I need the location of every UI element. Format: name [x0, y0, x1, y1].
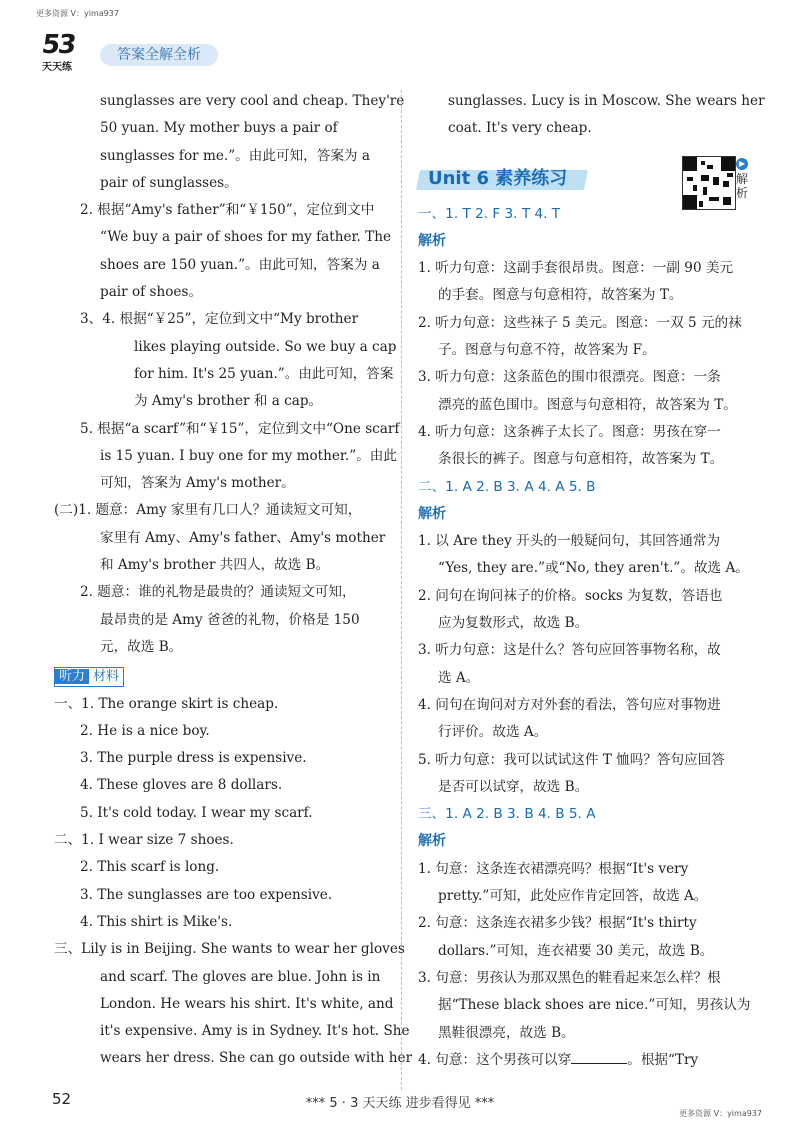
analysis-line: 子。图意与句意不符，故答案为 F。: [438, 342, 656, 359]
text-line: pair of shoes。: [100, 284, 203, 301]
text-line: 最昂贵的是 Amy 爸爸的礼物，价格是 150: [100, 611, 360, 628]
text-line: likes playing outside. So we buy a cap: [134, 338, 397, 355]
analysis-line: [418, 1047, 754, 1074]
text-line: 家里有 Amy、Amy's father、Amy's mother: [100, 529, 386, 546]
listening-line: 5. It's cold today. I wear my scarf.: [80, 804, 313, 821]
analysis-heading: 解析: [418, 505, 446, 522]
listening-line: London. He wears his shirt. It's white, and: [100, 995, 394, 1012]
text-line: 3、4. 根据“￥25”，定位到文中“My brother: [80, 311, 359, 328]
qr-module: [701, 161, 705, 165]
qr-module: [683, 157, 697, 171]
analysis-line: 黑鞋很漂亮，故选 B。: [438, 1024, 575, 1041]
listening-line: 3. The sunglasses are too expensive.: [80, 886, 333, 903]
analysis-line: 2. 句意：这条连衣裙多少钱？根据“It's thirty: [418, 915, 697, 932]
logo-number: 53: [39, 30, 77, 60]
left-column: [54, 88, 413, 1073]
brand-logo: [38, 28, 96, 73]
line-text-after-blank: 。根据“Try: [627, 1051, 699, 1068]
analysis-line: “Yes, they are.”或“No, they aren't.”。故选 A。: [438, 560, 749, 577]
qr-module: [693, 185, 697, 191]
listening-line: it's expensive. Amy is in Sydney. It's hot. She: [100, 1023, 410, 1040]
text-line: 5. 根据“a scarf”和“￥15”，定位到文中“One scarf: [80, 420, 400, 437]
analysis-line: 1. 句意：这条连衣裙漂亮吗？根据“It's very: [418, 860, 689, 877]
text-line: 2. 根据“Amy's father”和“￥150”，定位到文中: [80, 202, 375, 219]
answer-blank: [571, 1051, 627, 1064]
listening-line: 三、Lily is in Beijing. She wants to wear her gloves: [54, 941, 405, 958]
section-2-answers: 二、1. A 2. B 3. A 4. A 5. B: [418, 478, 596, 495]
page-number: 52: [52, 1090, 72, 1108]
analysis-line: 选 A。: [438, 669, 480, 686]
footer-note: 更多资源 V：yima937: [679, 1109, 762, 1118]
analysis-line: 应为复数形式，故选 B。: [438, 615, 589, 632]
analysis-heading: 解析: [418, 833, 446, 850]
analysis-line: 条很长的裤子。图意与句意相符，故答案为 T。: [438, 451, 724, 468]
text-line: shoes are 150 yuan.”。由此可知，答案为 a: [100, 256, 380, 273]
header-note: 更多资源 V：yima937: [36, 9, 119, 18]
analysis-line: 据“These black shoes are nice.”可知，男孩认为: [438, 997, 751, 1014]
line-text-before-blank: 4. 句意：这个男孩可以穿: [418, 1051, 572, 1068]
analysis-line: dollars.”可知，连衣裙要 30 美元，故选 B。: [438, 942, 714, 959]
right-column: [418, 88, 765, 1074]
qr-module: [699, 201, 703, 207]
analysis-line: 2. 问句在询问袜子的价格。socks 为复数，答语也: [418, 587, 723, 604]
listening-line: 4. These gloves are 8 dollars.: [80, 777, 283, 794]
listening-line: wears her dress. She can go outside with her: [100, 1050, 413, 1067]
unit-title-text: Unit 6 素养练习: [428, 168, 568, 189]
analysis-line: 是否可以试穿，故选 B。: [438, 778, 589, 795]
qr-module: [727, 173, 733, 177]
text-line: 50 yuan. My mother buys a pair of: [100, 120, 338, 137]
text-line: for him. It's 25 yuan.”。由此可知，答案: [134, 365, 394, 382]
analysis-line: 3. 听力句意：这条蓝色的围巾很漂亮。图意：一条: [418, 369, 721, 386]
text-line: sunglasses are very cool and cheap. They're: [100, 93, 405, 109]
text-line: 可知，答案为 Amy's mother。: [100, 475, 295, 492]
qr-code[interactable]: [682, 156, 736, 210]
analysis-line: 5. 听力句意：我可以试试这件 T 恤吗？答句应回答: [418, 751, 725, 768]
qr-module: [707, 165, 713, 169]
qr-module: [683, 195, 697, 209]
analysis-line: 3. 听力句意：这是什么？答句应回答事物名称，故: [418, 642, 721, 659]
analysis-line: 的手套。图意与句意相符，故答案为 T。: [438, 287, 683, 304]
text-line: 为 Amy's brother 和 a cap。: [134, 393, 323, 410]
listening-line: and scarf. The gloves are blue. John is in: [100, 968, 381, 985]
analysis-line: 1. 以 Are they 开头的一般疑问句，其回答通常为: [418, 533, 721, 550]
listening-line: 4. This shirt is Mike's.: [80, 913, 233, 930]
footer-slogan: *** 5 · 3 天天练 进步看得见 ***: [305, 1096, 495, 1111]
qr-module: [721, 157, 735, 171]
listening-line: 2. He is a nice boy.: [80, 722, 210, 739]
qr-module: [703, 187, 707, 195]
material-label: 材料: [93, 669, 120, 685]
play-icon: ▶: [736, 158, 748, 170]
analysis-line: 3. 句意：男孩认为那双黑色的鞋看起来怎么样？根: [418, 969, 721, 986]
logo-text: 天天练: [42, 62, 72, 73]
listening-line: 2. This scarf is long.: [80, 859, 220, 876]
text-line: (二)1. 题意：Amy 家里有几口人？通读短文可知，: [54, 502, 362, 519]
listening-material-label: [54, 667, 124, 687]
text-line: sunglasses for me.”。由此可知，答案为 a: [100, 147, 370, 164]
text-line: sunglasses. Lucy is in Moscow. She wears her: [448, 93, 765, 109]
text-line: is 15 yuan. I buy one for my mother.”。由此: [100, 447, 397, 464]
text-line: pair of sunglasses。: [100, 174, 238, 191]
analysis-line: 行评价。故选 A。: [438, 724, 548, 741]
listening-line: 二、1. I wear size 7 shoes.: [54, 832, 234, 849]
text-line: 元，故选 B。: [100, 638, 183, 655]
qr-module: [701, 175, 709, 181]
qr-module: [723, 197, 731, 205]
section-3-answers: 三、1. A 2. B 3. B 4. B 5. A: [418, 806, 596, 823]
analysis-line: pretty.”可知，此处应作肯定回答，故选 A。: [438, 888, 708, 905]
qr-module: [709, 197, 719, 201]
section-1-answers: 一、1. T 2. F 3. T 4. T: [418, 205, 561, 222]
unit-title: [418, 164, 586, 192]
text-line: coat. It's very cheap.: [448, 120, 592, 137]
analysis-line: 1. 听力句意：这副手套很昂贵。图意：一副 90 美元: [418, 260, 734, 277]
text-line: 2. 题意：谁的礼物是最贵的？通读短文可知，: [80, 584, 356, 601]
analysis-line: 2. 听力句意：这些袜子 5 美元。图意：一双 5 元的袜: [418, 314, 742, 331]
text-line: “We buy a pair of shoes for my father. The: [100, 229, 392, 246]
analysis-line: 4. 听力句意：这条裤子太长了。图意：男孩在穿一: [418, 423, 721, 440]
analysis-heading: 解析: [418, 232, 446, 249]
text-line: 和 Amy's brother 共四人，故选 B。: [100, 557, 330, 574]
qr-label: 解析: [736, 172, 749, 200]
analysis-line: 漂亮的蓝色围巾。图意与句意相符，故答案为 T。: [438, 396, 737, 413]
listening-line: 3. The purple dress is expensive.: [80, 750, 307, 767]
qr-module: [713, 177, 719, 185]
listening-line: 一、1. The orange skirt is cheap.: [54, 695, 279, 712]
column-divider: [401, 90, 402, 1090]
qr-module: [723, 181, 729, 187]
listen-label: 听力: [55, 669, 89, 684]
qr-module: [687, 177, 693, 181]
analysis-line: 4. 问句在询问对方对外套的看法，答句应对事物进: [418, 696, 721, 713]
brand-banner: 答案全解全析: [100, 44, 218, 66]
